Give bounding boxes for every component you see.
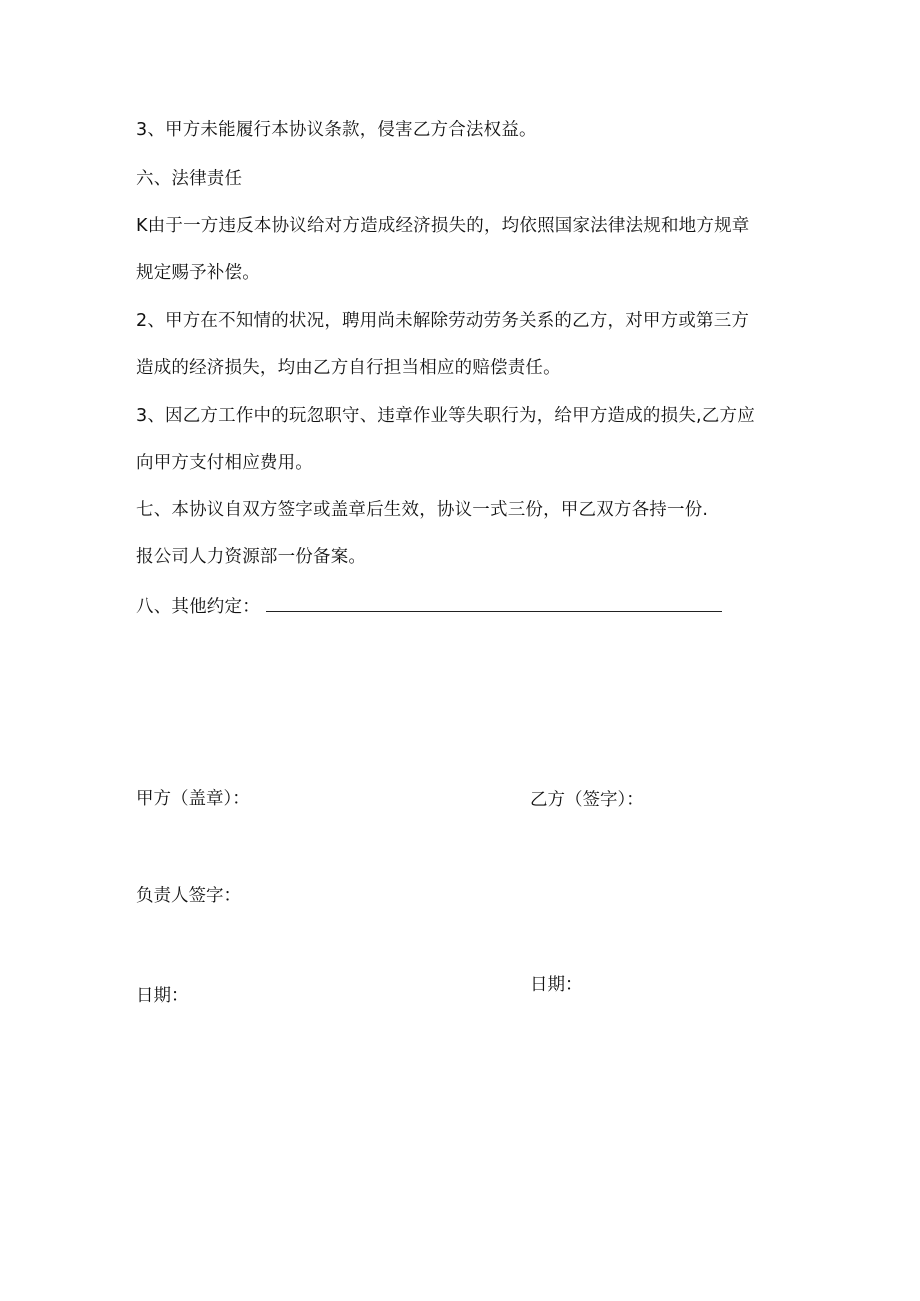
clause-3-breach: 3、甲方未能履行本协议条款，侵害乙方合法权益。: [136, 120, 537, 140]
date-a-label: 日期：: [136, 986, 189, 1006]
date-b-label: 日期：: [530, 975, 583, 995]
clause-2-line-1: 2、甲方在不知情的状况，聘用尚未解除劳动劳务关系的乙方，对甲方或第三方: [136, 311, 750, 331]
clause-3-line-1: 3、因乙方工作中的玩忽职守、违章作业等失职行为，给甲方造成的损失,乙方应: [136, 406, 755, 426]
clause-1-line-2: 规定赐予补偿。: [136, 263, 260, 283]
section-7-line-1: 七、本协议自双方签字或盖章后生效，协议一式三份，甲乙双方各持一份.: [136, 500, 709, 520]
section-8-other-terms: [136, 593, 722, 619]
section-6-heading: 六、法律责任: [136, 169, 243, 189]
party-a-seal-label: 甲方（盖章）：: [136, 789, 250, 809]
responsible-sign-label: 负责人签字：: [136, 886, 241, 906]
clause-1-line-1: K由于一方违反本协议给对方造成经济损失的，均依照国家法律法规和地方规章: [136, 216, 750, 236]
clause-2-line-2: 造成的经济损失，均由乙方自行担当相应的赔偿责任。: [136, 358, 561, 378]
other-terms-label: 八、其他约定：: [136, 597, 260, 617]
party-b-sign-label: 乙方（签字）：: [530, 790, 644, 810]
clause-3-line-2: 向甲方支付相应费用。: [136, 453, 313, 473]
section-7-line-2: 报公司人力资源部一份备案。: [136, 547, 367, 567]
other-terms-blank-line: [266, 593, 722, 612]
